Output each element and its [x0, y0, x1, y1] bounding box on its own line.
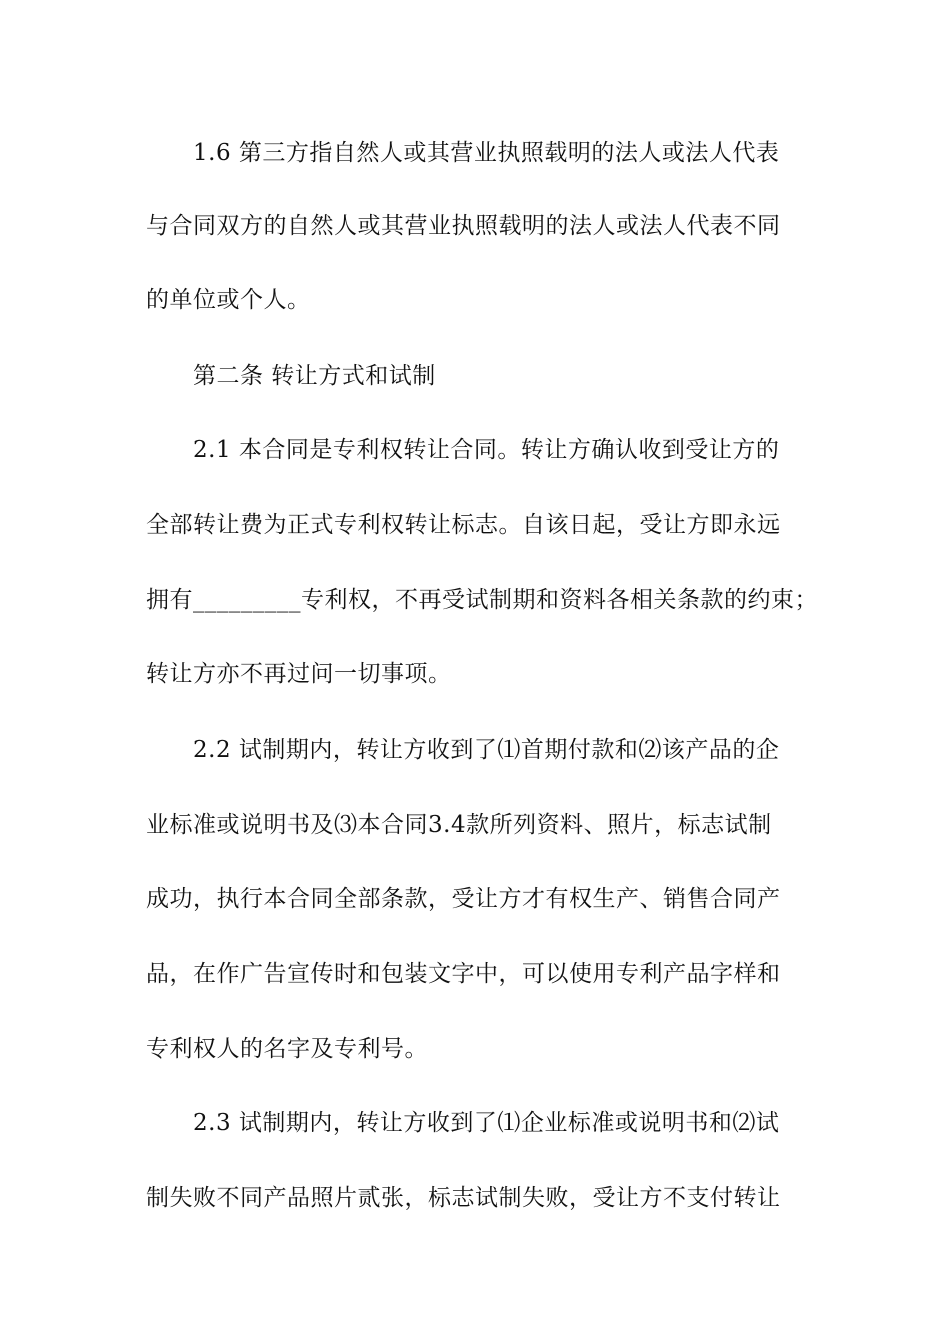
clause-1-6-line-1: 1.6 第三方指自然人或其营业执照载明的法人或法人代表 [193, 140, 780, 166]
clause-2-1-line-4: 转让方亦不再过问一切事项。 [146, 661, 452, 687]
clause-2-3-line-2: 制失败不同产品照片贰张，标志试制失败，受让方不支付转让 [146, 1185, 781, 1211]
clause-2-3-line-1: 2.3 试制期内，转让方收到了⑴企业标准或说明书和⑵试 [193, 1110, 780, 1136]
clause-2-2-line-2: 业标准或说明书及⑶本合同3.4款所列资料、照片，标志试制 [146, 812, 772, 838]
article-2-heading: 第二条 转让方式和试制 [193, 363, 436, 389]
clause-1-6-line-2: 与合同双方的自然人或其营业执照载明的法人或法人代表不同 [146, 213, 781, 239]
clause-2-2-line-3: 成功，执行本合同全部条款，受让方才有权生产、销售合同产 [146, 886, 781, 912]
clause-2-2-line-1: 2.2 试制期内，转让方收到了⑴首期付款和⑵该产品的企 [193, 737, 780, 763]
clause-2-1-line-1: 2.1 本合同是专利权转让合同。转让方确认收到受让方的 [193, 437, 780, 463]
clause-2-1-line-3: 拥有_________专利权，不再受试制期和资料各相关条款的约束； [146, 587, 818, 613]
clause-2-2-line-5: 专利权人的名字及专利号。 [146, 1036, 428, 1062]
clause-2-1-line-2: 全部转让费为正式专利权转让标志。自该日起，受让方即永远 [146, 512, 781, 538]
clause-1-6-line-3: 的单位或个人。 [146, 287, 311, 313]
clause-2-2-line-4: 品，在作广告宣传时和包装文字中，可以使用专利产品字样和 [146, 961, 781, 987]
